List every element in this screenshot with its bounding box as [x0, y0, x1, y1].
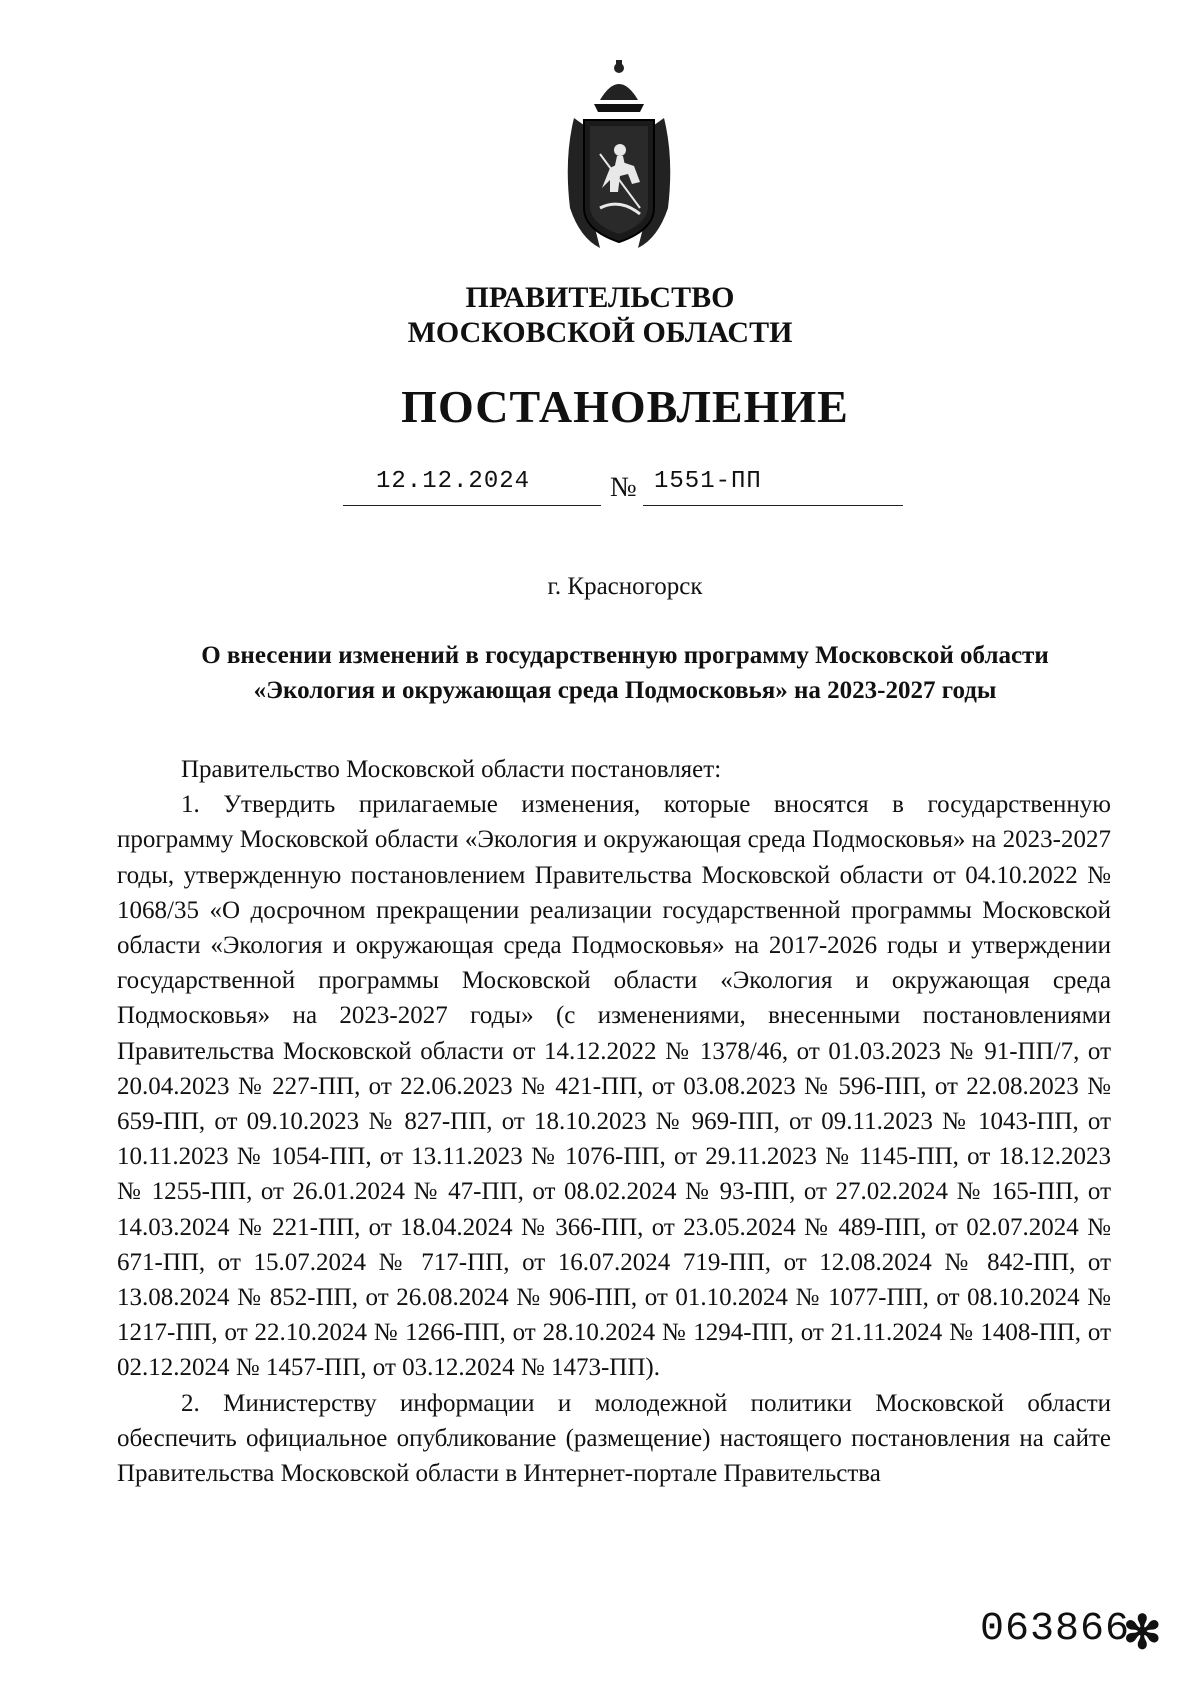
paragraph-item-1: 1. Утвердить прилагаемые изменения, которые вносятся в государственную программу Московской области «Экология и окружающая среда Подмосковья» на 2023-2027 годы, утвержденную постановлением Правительства Московской области от 04.10.2022 № 1068/35 «О досрочном прекращении реализации государственной программы Московской области «Экология и окружающая среда Подмосковья» на 2017-2026 годы и утверждении государственной программы Московской области «Экология и окружающая среда Подмосковья» на 2023-2027 годы» (с изменениями, внесенными постановлениями Правительства Московской области от 14.12.2022 № 1378/46, от 01.03.2023 № 91-ПП/7, от 20.04.2023 № 227-ПП, от 22.06.2023 № 421-ПП, от 03.08.2023 № 596-ПП, от 22.08.2023 № 659-ПП, от 09.10.2023 № 827-ПП, от 18.10.2023 № 969-ПП, от 09.11.2023 № 1043-ПП, от 10.11.2023 № 1054-ПП, от 13.11.2023 № 1076-ПП, от 29.11.2023 № 1145-ПП, от 18.12.2023 № 1255-ПП, от 26.01.2024 № 47-ПП, от 08.02.2024 № 93-ПП, от 27.02.2024 № 165-ПП, от 14.03.2024 № 221-ПП, от 18.04.2024 № 366-ПП, от 23.05.2024 № 489-ПП, от 02.07.2024 № 671-ПП, от 15.07.2024 № 717-ПП, от 16.07.2024 719-ПП, от 12.08.2024 № 842-ПП, от 13.08.2024 № 852-ПП, от 26.08.2024 № 906-ПП, от 01.10.2024 № 1077-ПП, от 08.10.2024 № 1217-ПП, от 22.10.2024 № 1266-ПП, от 28.10.2024 № 1294-ПП, от 21.11.2024 № 1408-ПП, от 02.12.2024 № 1457-ПП, от 03.12.2024 № 1473-ПП).	[117, 791, 1111, 1382]
city-of-issue: г. Красногорск	[547, 573, 703, 600]
asterisk-mark: ✻	[1123, 1607, 1162, 1658]
document-number: 1551-ПП	[654, 468, 762, 495]
intro-paragraph: Правительство Московской области постановляет:	[181, 756, 722, 783]
subject-line1: О внесении изменений в государственную программу Московской области	[201, 642, 1049, 669]
document-type-title: ПОСТАНОВЛЕНИЕ	[401, 381, 849, 432]
number-underline	[643, 505, 903, 506]
coat-of-arms-emblem	[560, 58, 678, 253]
form-serial-number: 063866	[980, 1607, 1131, 1652]
subject-line2: «Экология и окружающая среда Подмосковья» на 2023-2027 годы	[253, 677, 997, 704]
number-sign: №	[610, 472, 637, 503]
date-underline	[343, 505, 601, 506]
paragraph-item-2: 2. Министерству информации и молодежной политики Московской области обеспечить официальное опубликование (размещение) настоящего постановления на сайте Правительства Московской области в Интернет-портале Правительства	[117, 1389, 1111, 1488]
document-date: 12.12.2024	[376, 468, 531, 495]
organization-name-line2: МОСКОВСКОЙ ОБЛАСТИ	[407, 316, 793, 349]
document-body	[117, 752, 1111, 1491]
organization-name-line1: ПРАВИТЕЛЬСТВО	[465, 281, 735, 314]
